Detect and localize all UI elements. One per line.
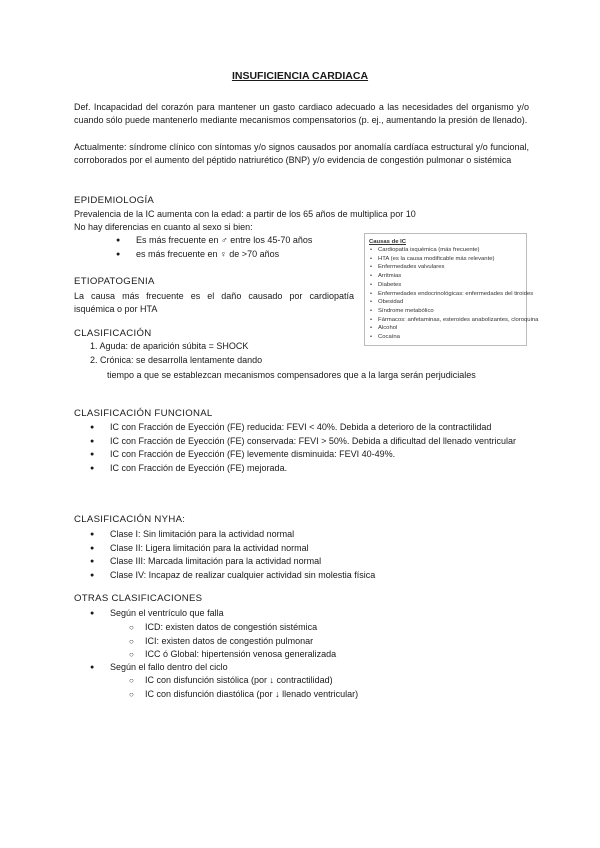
list-item: ○ ICI: existen datos de congestión pulmonar	[145, 635, 336, 649]
nyha-heading: CLASIFICACIÓN NYHA:	[74, 514, 186, 525]
epidemiology-heading: EPIDEMIOLOGÍA	[74, 195, 155, 206]
page-title: INSUFICIENCIA CARDIACA	[231, 70, 369, 82]
list-item: ● IC con Fracción de Eyección (FE) levemente disminuida: FEVI 40-49%.	[110, 448, 528, 462]
list-item: ○ IC con disfunción sistólica (por ↓ contractilidad)	[145, 674, 358, 688]
list-item: • Alcohol	[378, 324, 522, 333]
etiopathogenesis-heading: ETIOPATOGENIA	[74, 276, 155, 287]
list-item: • Arritmias	[378, 272, 522, 281]
list-item: • Diabetes	[378, 281, 522, 290]
list-item: ● Clase IV: Incapaz de realizar cualquier actividad sin molestia física	[110, 569, 375, 583]
definition-paragraph: Def. Incapacidad del corazón para mantener un gasto cardiaco adecuado a las necesidades del organismo y/o cuando sólo puede mantenerlo mediante mecanismos compensatorios (p. ej., aumentando la presión de llenado).	[74, 102, 529, 126]
causes-list	[369, 246, 539, 342]
other-classifications-heading: OTRAS CLASIFICACIONES	[74, 593, 203, 604]
list-item: ● Según el ventrículo que falla	[110, 607, 224, 621]
functional-classification-list	[110, 421, 528, 475]
list-item: • Enfermedades valvulares	[378, 263, 522, 272]
classification-heading: CLASIFICACIÓN	[74, 328, 152, 339]
epidemiology-line-1: Prevalencia de la IC aumenta con la edad: a partir de los 65 años de multiplica por 10	[74, 209, 416, 219]
list-item: ○ ICD: existen datos de congestión sistémica	[145, 621, 336, 635]
cycle-sublist	[145, 674, 358, 701]
classification-item-2: 2. Crónica: se desarrolla lentamente dando	[90, 355, 263, 365]
list-item: • HTA (es la causa modificable más relevante)	[378, 255, 522, 264]
list-item: ● Clase I: Sin limitación para la actividad normal	[110, 528, 375, 542]
causes-box	[364, 233, 539, 346]
list-item: ○ ICC ó Global: hipertensión venosa generalizada	[145, 648, 336, 662]
list-item: • Cardiopatía isquémica (más frecuente)	[378, 246, 522, 255]
list-item: • Enfermedades endocrinológicas: enfermedades del tiroides	[378, 290, 522, 299]
list-item: ● Según el fallo dentro del ciclo	[110, 661, 228, 675]
list-item: ● Clase III: Marcada limitación para la actividad normal	[110, 555, 375, 569]
functional-classification-heading: CLASIFICACIÓN FUNCIONAL	[74, 408, 213, 419]
other-classifications-group-2	[110, 661, 228, 675]
list-item: ● Es más frecuente en ♂ entre los 45-70 años	[136, 234, 312, 248]
other-classifications-group-1	[110, 607, 224, 621]
epidemiology-line-2: No hay diferencias en cuanto al sexo si bien:	[74, 222, 253, 232]
list-item: ● es más frecuente en ♀ de >70 años	[136, 248, 312, 262]
list-item: ● IC con Fracción de Eyección (FE) conservada: FEVI > 50%. Debida a dificultad del llenado ventricular	[110, 435, 528, 449]
list-item: ● IC con Fracción de Eyección (FE) mejorada.	[110, 462, 528, 476]
nyha-list	[110, 528, 375, 582]
list-item: • Fármacos: anfetaminas, esteroides anabolizantes, cloroquina	[378, 316, 522, 325]
list-item: • Obesidad	[378, 298, 522, 307]
causes-box-title: Causas de IC	[369, 239, 406, 245]
epidemiology-list	[136, 234, 312, 261]
list-item: ● Clase II: Ligera limitación para la actividad normal	[110, 542, 375, 556]
list-item: • Cocaína	[378, 333, 522, 342]
classification-item-2-continuation: tiempo a que se establezcan mecanismos compensadores que a la larga serán perjudiciales	[107, 370, 476, 380]
list-item: ○ IC con disfunción diastólica (por ↓ llenado ventricular)	[145, 688, 358, 702]
etiopathogenesis-text: La causa más frecuente es el daño causado por cardiopatía isquémica o por HTA	[74, 291, 354, 315]
list-item: • Síndrome metabólico	[378, 307, 522, 316]
current-definition-paragraph: Actualmente: síndrome clínico con síntomas y/o signos causados por anomalía cardíaca estructural y/o funcional, corroborados por el aumento del péptido natriurético (BNP) y/o evidencia de congestión pulmonar o sistémica	[74, 142, 529, 166]
ventricle-sublist	[145, 621, 336, 662]
list-item: ● IC con Fracción de Eyección (FE) reducida: FEVI < 40%. Debida a deterioro de la contractilidad	[110, 421, 528, 435]
classification-item-1: 1. Aguda: de aparición súbita = SHOCK	[90, 341, 249, 351]
